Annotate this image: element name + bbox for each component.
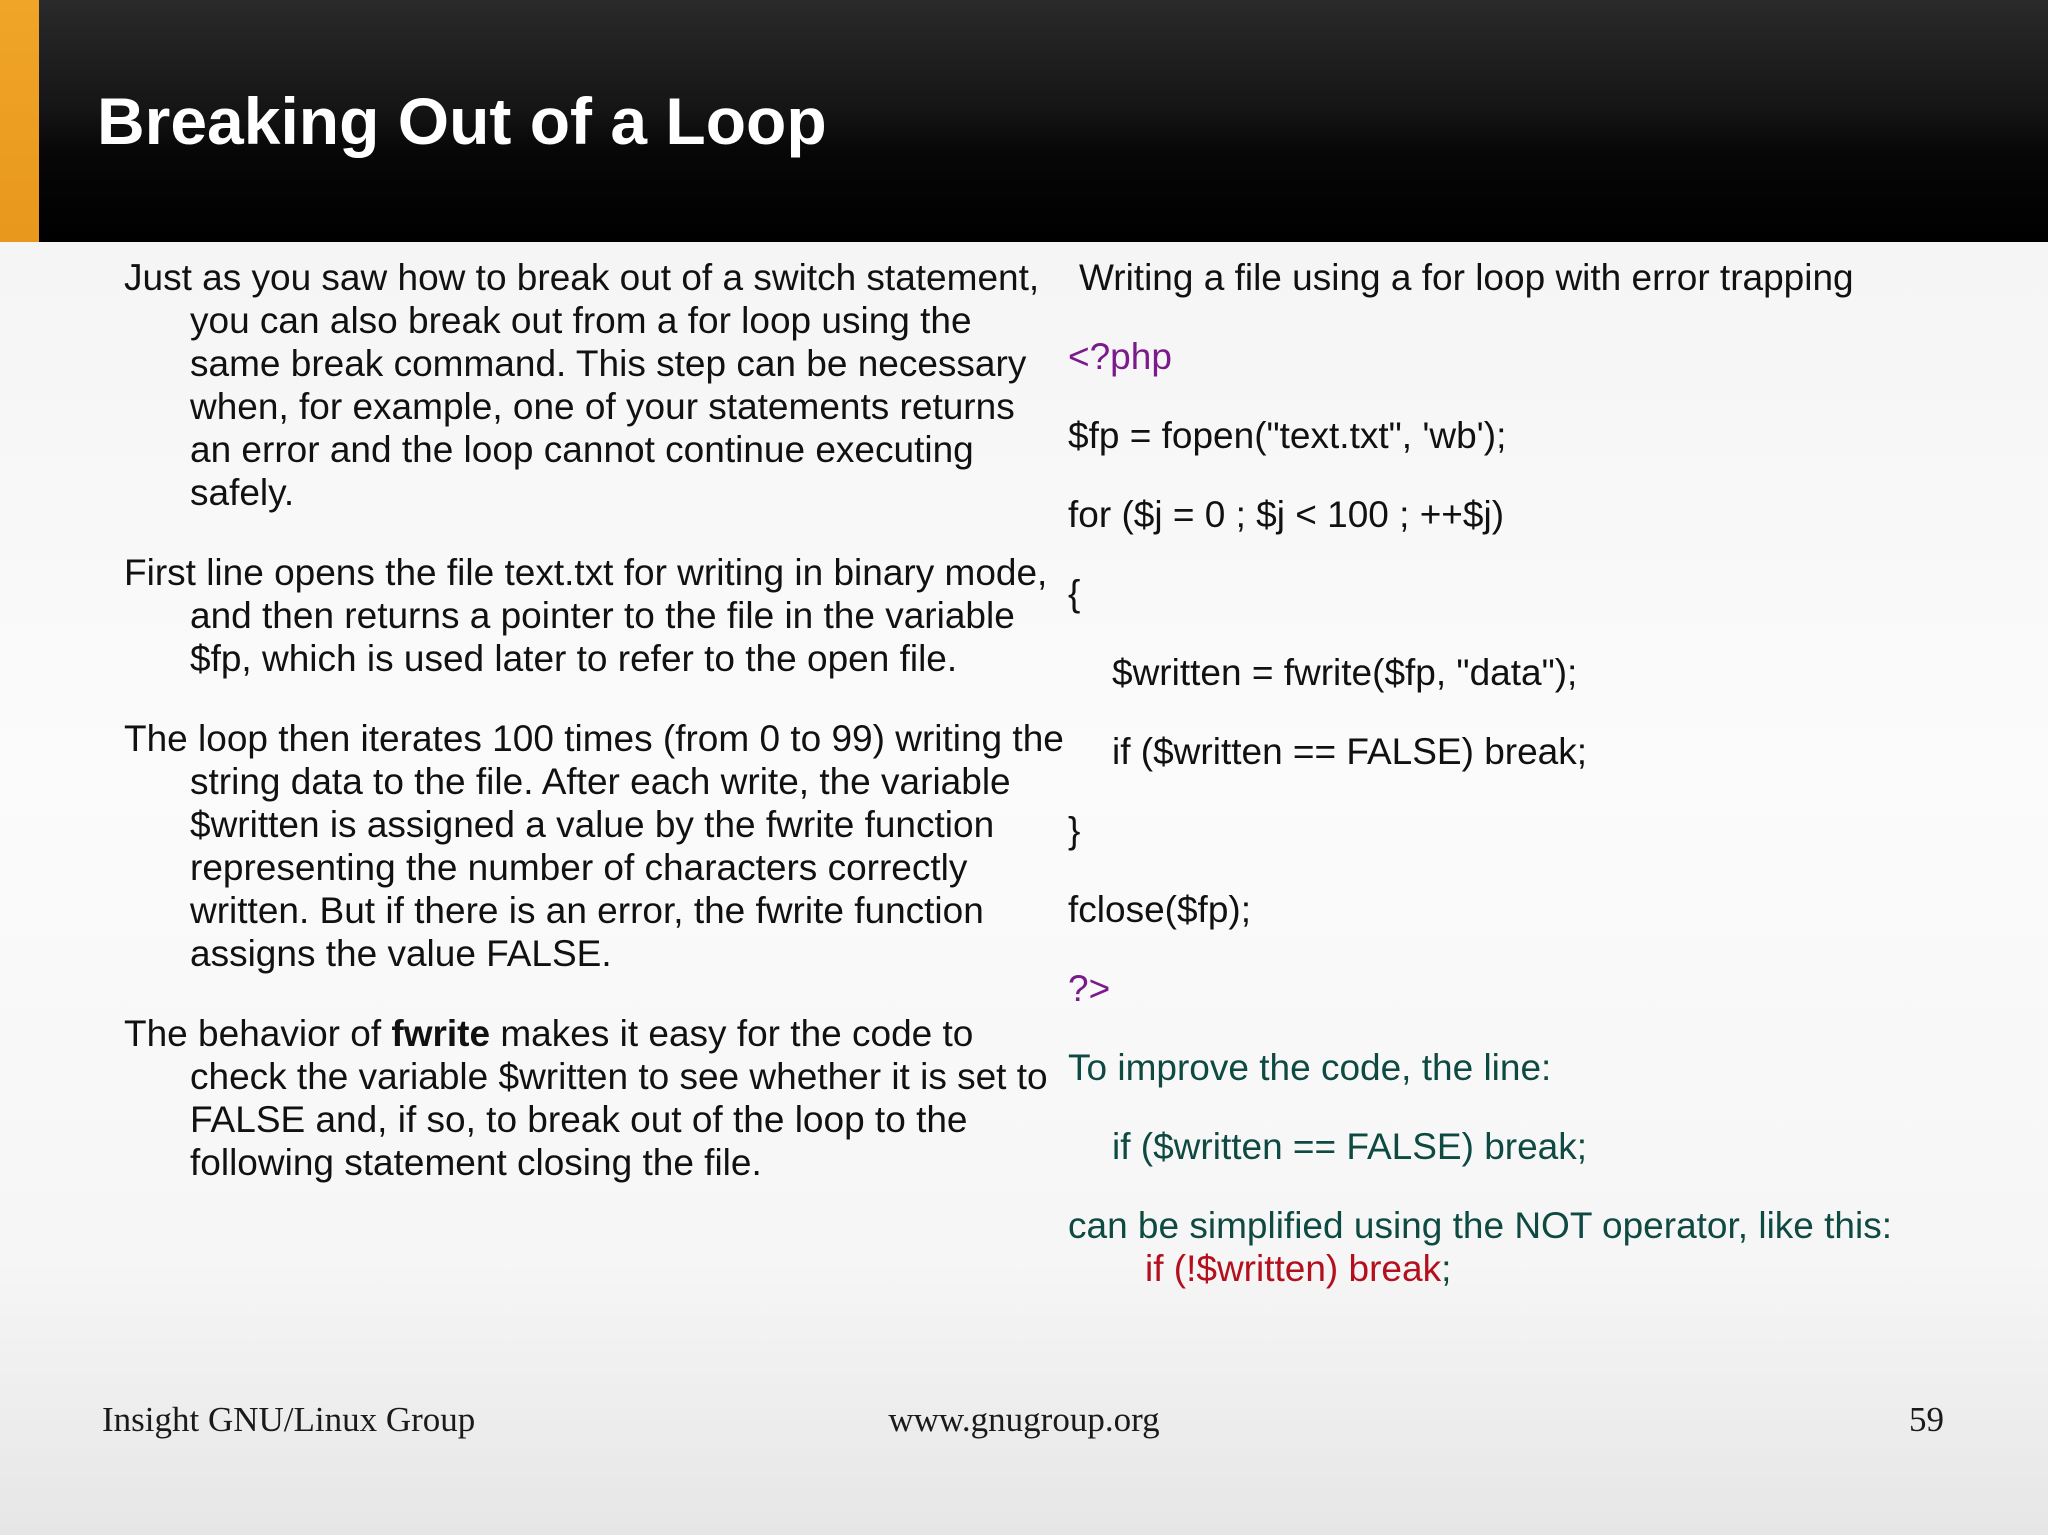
- slide-title: Breaking Out of a Loop: [97, 84, 827, 158]
- fwrite-keyword: fwrite: [391, 1013, 491, 1054]
- simplified-semicolon: ;: [1441, 1248, 1452, 1289]
- code-line-fclose: fclose($fp);: [1068, 889, 1252, 930]
- simplified-code: if (!$written) break: [1145, 1248, 1442, 1289]
- code-line-open-brace: {: [1068, 573, 1081, 614]
- php-close-tag: ?>: [1068, 968, 1111, 1009]
- improve-note: To improve the code, the line:: [1068, 1047, 1552, 1088]
- slide-number: 59: [1909, 1400, 1944, 1439]
- improve-original-line: if ($written == FALSE) break;: [1112, 1126, 1588, 1167]
- code-line-close-brace: }: [1068, 810, 1081, 851]
- simplify-note: can be simplified using the NOT operator, like this:: [1068, 1205, 1893, 1246]
- paragraph-loop: The loop then iterates 100 times (from 0 to 99) writing the string data to the file. After each write, the variable $written is assigned a value by the fwrite function representing the number of characters correctly written. But if there is an error, the fwrite function assigns the value FALSE.: [124, 718, 1064, 974]
- slide-header: [0, 0, 2048, 242]
- code-line-fwrite: $written = fwrite($fp, "data");: [1112, 652, 1578, 693]
- simplified-line: [1068, 1247, 2038, 1290]
- code-line-for: for ($j = 0 ; $j < 100 ; ++$j): [1068, 494, 1505, 535]
- footer-organization: Insight GNU/Linux Group: [102, 1400, 476, 1439]
- header-accent-bar: [0, 0, 39, 242]
- paragraph-intro: Just as you saw how to break out of a switch statement, you can also break out from a for loop using the same break command. This step can be necessary when, for example, one of your statements returns an error and the loop cannot continue executing safely.: [124, 257, 1040, 513]
- paragraph-fwrite-end: makes it easy for the code to check the variable $written to see whether it is set to FALSE and, if so, to break out of the loop to the following statement closing the file.: [190, 1013, 1048, 1183]
- php-open-tag: <?php: [1068, 336, 1172, 377]
- paragraph-fwrite-start: The behavior of: [124, 1013, 392, 1054]
- code-line-if-break: if ($written == FALSE) break;: [1112, 731, 1588, 772]
- code-heading: Writing a file using a for loop with error trapping: [1079, 257, 1854, 298]
- paragraph-fopen: First line opens the file text.txt for writing in binary mode, and then returns a pointer to the file in the variable $fp, which is used later to refer to the open file.: [124, 552, 1048, 679]
- footer-website: www.gnugroup.org: [888, 1400, 1160, 1439]
- right-column: [1068, 256, 2038, 1290]
- left-column: [124, 256, 1064, 1221]
- code-line-fopen: $fp = fopen("text.txt", 'wb');: [1068, 415, 1507, 456]
- paragraph-fwrite: [124, 1012, 1064, 1184]
